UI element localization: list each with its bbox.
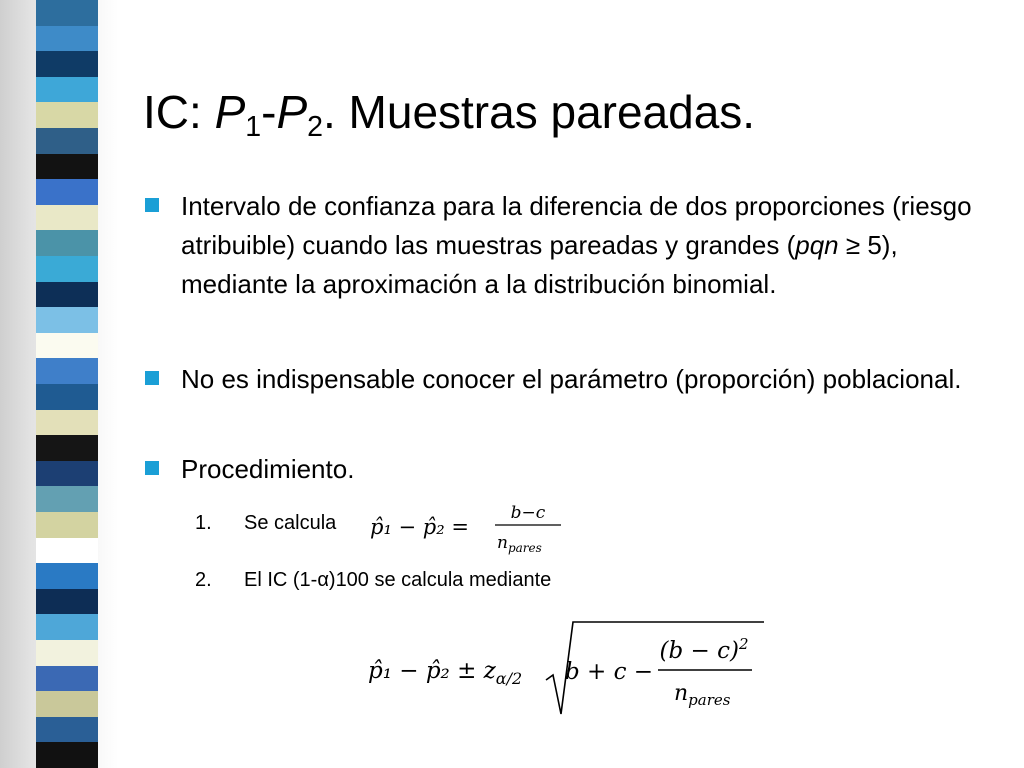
decorative-stripe bbox=[36, 77, 98, 103]
decorative-stripe bbox=[36, 538, 98, 564]
bullet-parameter bbox=[145, 360, 990, 399]
title-suffix: . Muestras pareadas. bbox=[322, 86, 756, 138]
bullet-square-icon bbox=[145, 371, 159, 385]
formula-confidence-interval bbox=[368, 620, 778, 724]
decorative-stripe bbox=[36, 691, 98, 717]
bullet-text: Procedimiento. bbox=[181, 454, 355, 484]
decorative-stripe bbox=[36, 102, 98, 128]
title-p2: P bbox=[276, 86, 308, 138]
decorative-stripe bbox=[36, 384, 98, 410]
bullet-text: No es indispensable conocer el parámetro (proporción) poblacional. bbox=[181, 364, 962, 394]
bullet-text: Intervalo de confianza para la diferencia de dos proporciones (riesgo atribuible) cuando las muestras pareadas y grandes (pqn ≥ 5), mediante la aproximación a la distribución binomial. bbox=[181, 191, 972, 299]
decorative-stripe bbox=[36, 230, 98, 256]
formula1-lhs: p̂₁ − p̂₂ = bbox=[370, 515, 469, 539]
decorative-stripe bbox=[36, 742, 98, 768]
decorative-stripe bbox=[36, 717, 98, 743]
decorative-stripe bbox=[36, 358, 98, 384]
decorative-stripe bbox=[36, 154, 98, 180]
step-number: 1. bbox=[195, 512, 212, 534]
decorative-stripe bbox=[36, 435, 98, 461]
decorative-stripe bbox=[36, 666, 98, 692]
decorative-stripe bbox=[36, 205, 98, 231]
slide-title bbox=[143, 86, 755, 144]
decorative-stripe bbox=[36, 282, 98, 308]
formula2-inside: b + c − bbox=[565, 659, 654, 685]
bullet-square-icon bbox=[145, 461, 159, 475]
formula2-denominator: $n_{pares}$ bbox=[674, 681, 731, 709]
decorative-stripe bbox=[36, 614, 98, 640]
bullet-procedure bbox=[145, 450, 990, 489]
title-sub1: 1 bbox=[245, 110, 262, 143]
decorative-stripe bbox=[36, 307, 98, 333]
title-p1: P bbox=[214, 86, 246, 138]
decorative-stripe bbox=[36, 51, 98, 77]
decorative-stripe bbox=[36, 128, 98, 154]
bullet-square-icon bbox=[145, 198, 159, 212]
title-dash: - bbox=[261, 86, 277, 138]
formula2-lhs: p̂₁ − p̂₂ ± $z_{\alpha/2}$ bbox=[368, 658, 523, 688]
decorative-stripe bbox=[36, 333, 98, 359]
step-label: El IC (1-α)100 se calcula mediante bbox=[244, 569, 552, 591]
step-number: 2. bbox=[195, 569, 212, 591]
decorative-stripe bbox=[36, 640, 98, 666]
pqn-emphasis: pqn bbox=[795, 230, 839, 260]
bullet-confidence-interval bbox=[145, 187, 990, 304]
decorative-stripe bbox=[36, 26, 98, 52]
decorative-stripe bbox=[36, 410, 98, 436]
decorative-stripes bbox=[36, 0, 98, 768]
title-sub2: 2 bbox=[307, 110, 323, 143]
decorative-stripe bbox=[36, 0, 98, 26]
decorative-left-band bbox=[0, 0, 118, 768]
decorative-stripe bbox=[36, 256, 98, 282]
decorative-stripe bbox=[36, 589, 98, 615]
formula-difference bbox=[370, 498, 590, 560]
decorative-stripe bbox=[36, 179, 98, 205]
formula1-denominator: $n_{pares}$ bbox=[497, 533, 542, 555]
title-prefix: IC: bbox=[143, 86, 215, 138]
formula2-numerator: $(b - c)^2$ bbox=[659, 635, 749, 664]
decorative-stripe bbox=[36, 486, 98, 512]
formula1-numerator: b−c bbox=[510, 503, 546, 523]
decorative-stripe bbox=[36, 512, 98, 538]
step-label: Se calcula bbox=[244, 512, 337, 534]
decorative-stripe bbox=[36, 461, 98, 487]
decorative-stripe bbox=[36, 563, 98, 589]
